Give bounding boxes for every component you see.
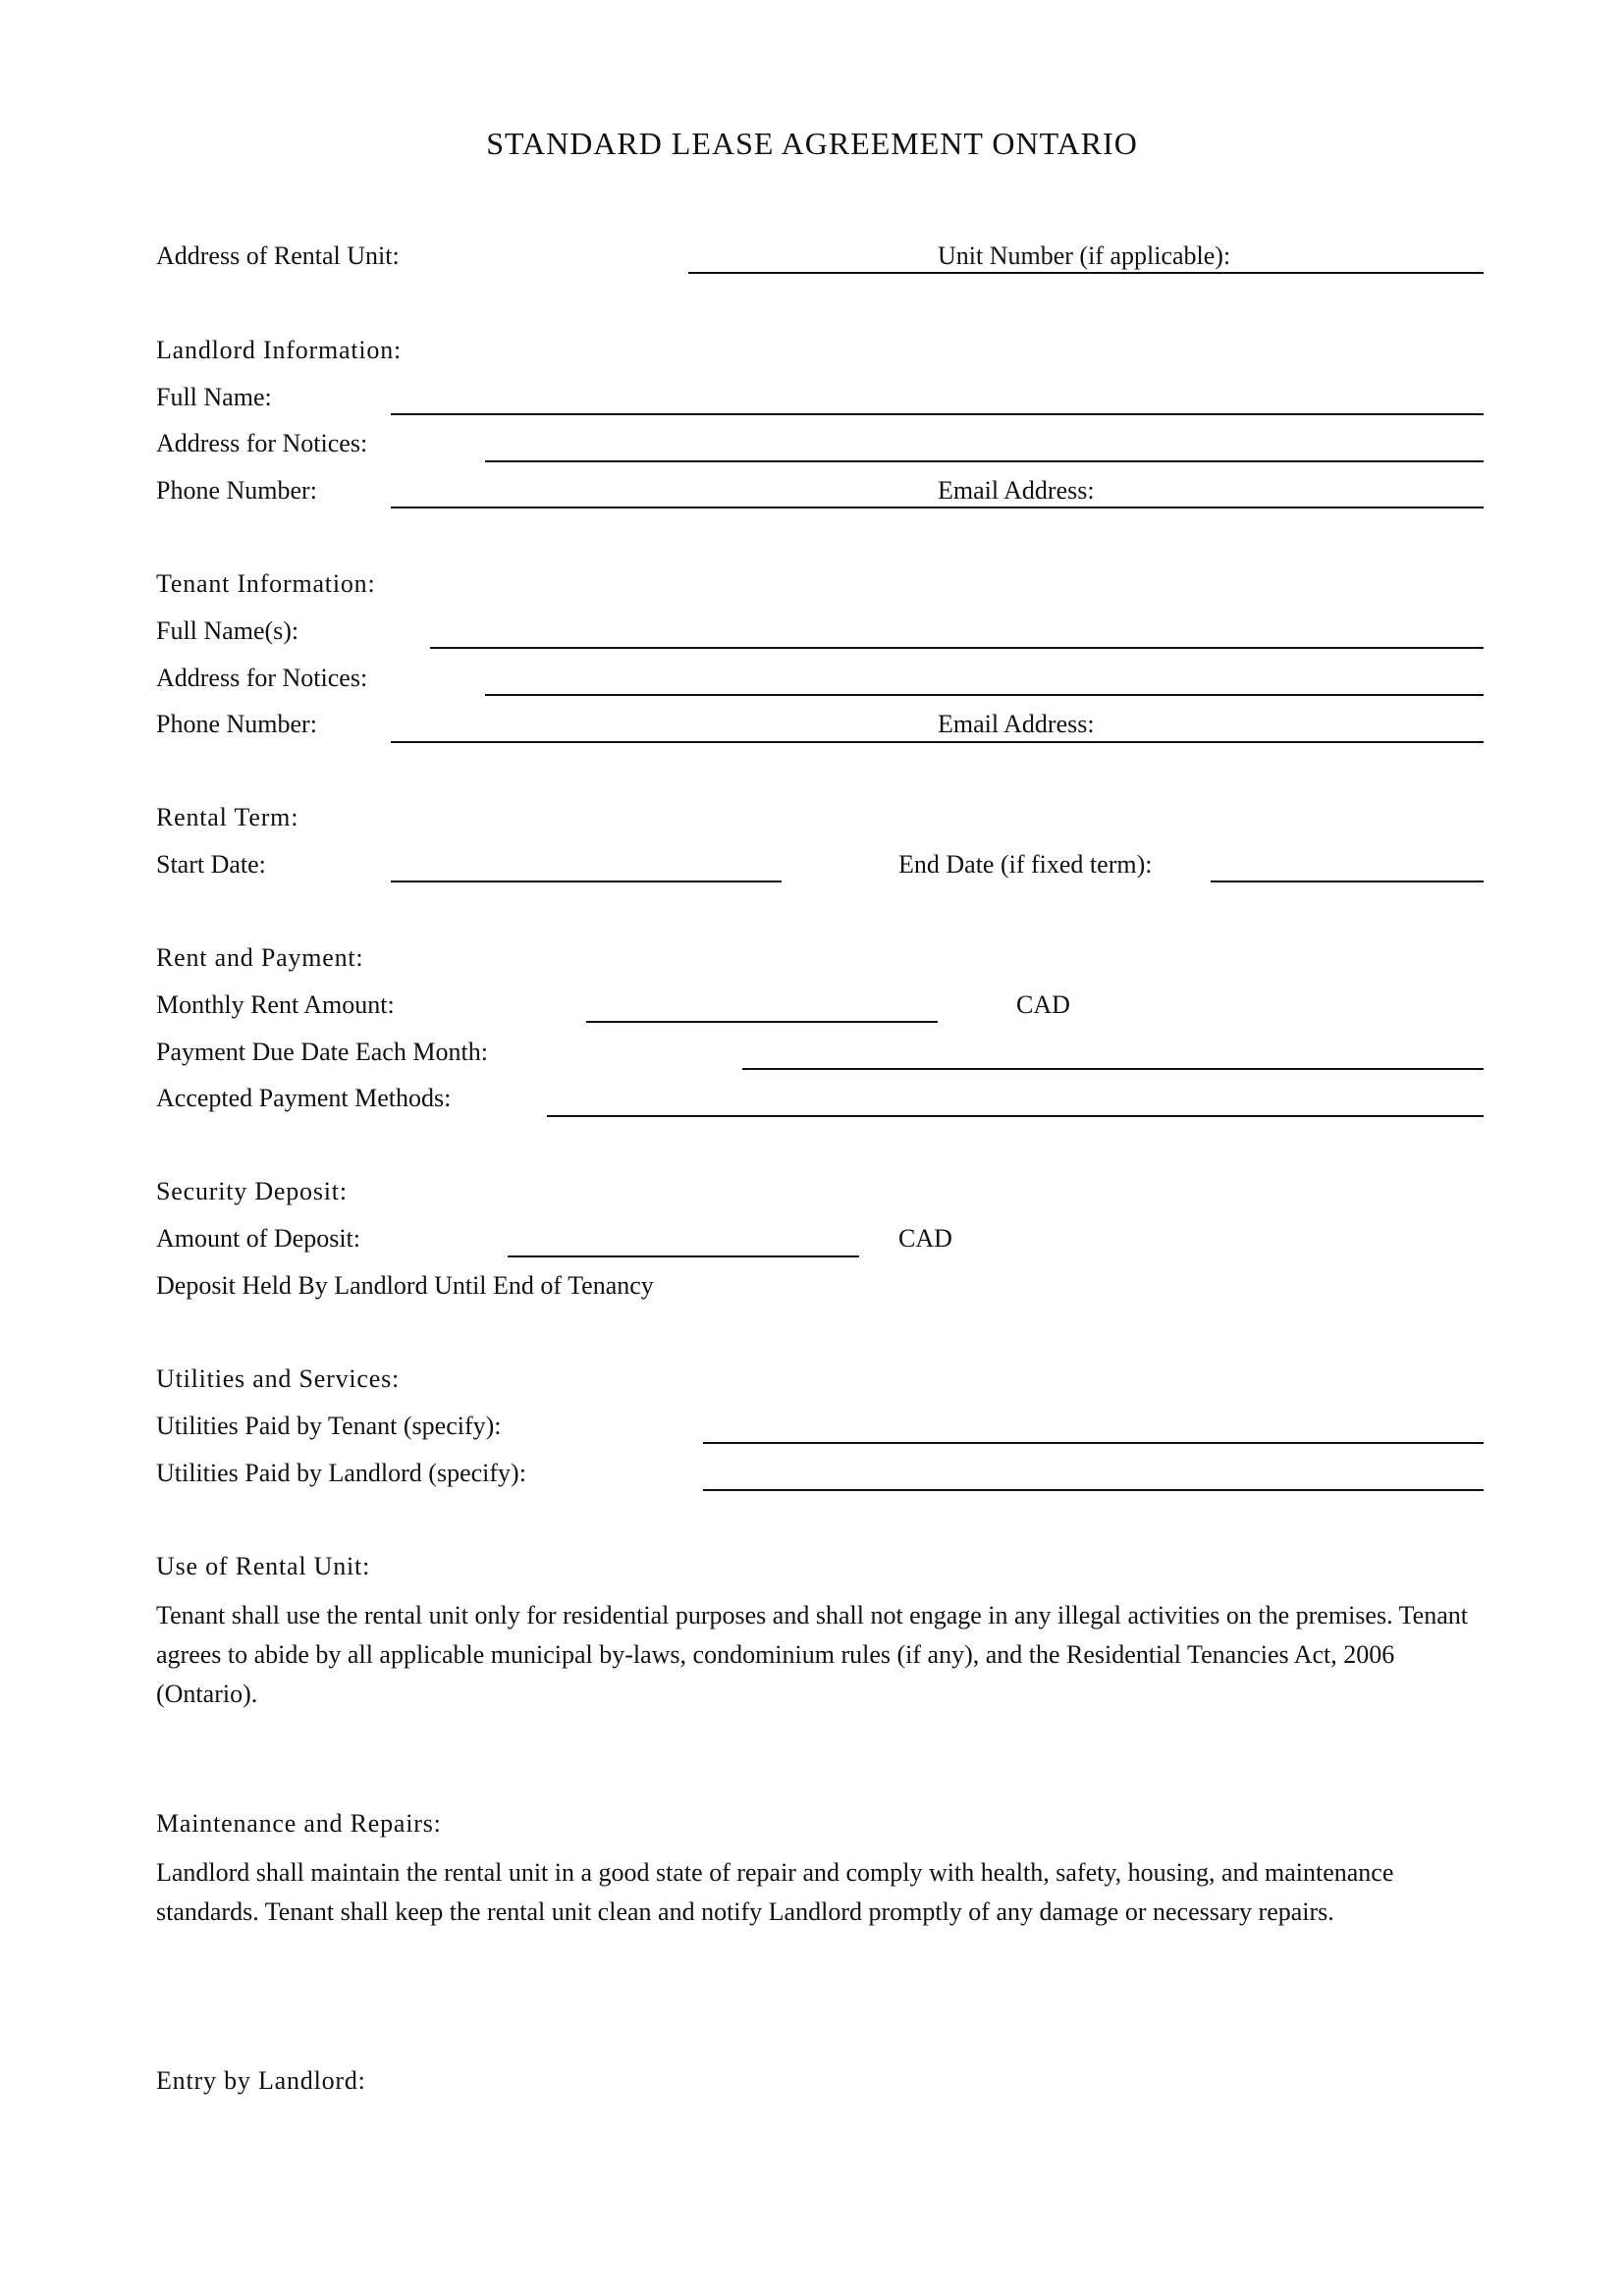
rental-term-heading: Rental Term: (156, 803, 299, 831)
tenant-address-field[interactable] (485, 694, 1484, 696)
address-of-rental-unit-label: Address of Rental Unit: (156, 241, 400, 270)
landlord-full-name-field[interactable] (391, 413, 1484, 415)
use-of-rental-unit-heading: Use of Rental Unit: (156, 1552, 371, 1580)
rental-unit-address-field[interactable] (688, 272, 1484, 274)
tenant-phone-label: Phone Number: (156, 710, 317, 738)
monthly-rent-currency: CAD (1016, 990, 1070, 1019)
deposit-amount-label: Amount of Deposit: (156, 1224, 360, 1253)
payment-due-date-field[interactable] (742, 1068, 1484, 1070)
tenant-address-label: Address for Notices: (156, 664, 368, 692)
start-date-field[interactable] (391, 881, 782, 882)
security-deposit-heading: Security Deposit: (156, 1177, 348, 1205)
landlord-address-label: Address for Notices: (156, 429, 368, 457)
deposit-currency: CAD (898, 1224, 952, 1253)
tenant-full-name-field[interactable] (430, 647, 1484, 649)
entry-by-landlord-heading: Entry by Landlord: (156, 2066, 366, 2095)
tenant-phone-email-field[interactable] (391, 741, 1484, 743)
tenant-email-label: Email Address: (938, 710, 1095, 738)
landlord-email-label: Email Address: (938, 476, 1095, 505)
start-date-label: Start Date: (156, 850, 266, 879)
landlord-address-field[interactable] (485, 460, 1484, 462)
monthly-rent-field[interactable] (586, 1021, 938, 1023)
payment-methods-field[interactable] (547, 1115, 1484, 1117)
deposit-amount-field[interactable] (508, 1255, 859, 1257)
end-date-field[interactable] (1211, 881, 1484, 882)
document-title: STANDARD LEASE AGREEMENT ONTARIO (486, 126, 1138, 161)
use-of-rental-unit-text: Tenant shall use the rental unit only for residential purposes and shall not engage in any illegal activities on the premises. Tenant agrees to abide by all applicable municipal by-laws, condominium rules (if any), and the Residential Tenancies Act, 2006 (Ontario). (156, 1601, 1468, 1708)
utilities-tenant-label: Utilities Paid by Tenant (specify): (156, 1412, 502, 1440)
tenant-information-heading: Tenant Information: (156, 569, 376, 598)
monthly-rent-label: Monthly Rent Amount: (156, 990, 395, 1019)
payment-methods-label: Accepted Payment Methods: (156, 1084, 452, 1112)
unit-number-label: Unit Number (if applicable): (938, 241, 1231, 270)
tenant-full-name-label: Full Name(s): (156, 616, 299, 645)
landlord-information-heading: Landlord Information: (156, 336, 403, 364)
maintenance-text: Landlord shall maintain the rental unit in a good state of repair and comply with health, safety, housing, and maintenance standards. Tenant shall keep the rental unit clean and notify Landlord promptly of any damage or necessary repairs. (156, 1858, 1394, 1926)
payment-due-date-label: Payment Due Date Each Month: (156, 1038, 488, 1066)
utilities-heading: Utilities and Services: (156, 1364, 401, 1393)
rent-payment-heading: Rent and Payment: (156, 943, 364, 972)
utilities-landlord-label: Utilities Paid by Landlord (specify): (156, 1459, 526, 1487)
landlord-full-name-label: Full Name: (156, 383, 272, 411)
landlord-phone-email-field[interactable] (391, 507, 1484, 508)
maintenance-heading: Maintenance and Repairs: (156, 1809, 442, 1838)
utilities-landlord-field[interactable] (703, 1489, 1484, 1491)
landlord-phone-label: Phone Number: (156, 476, 317, 505)
deposit-held-text: Deposit Held By Landlord Until End of Tenancy (156, 1271, 654, 1300)
end-date-label: End Date (if fixed term): (898, 850, 1153, 879)
utilities-tenant-field[interactable] (703, 1442, 1484, 1444)
